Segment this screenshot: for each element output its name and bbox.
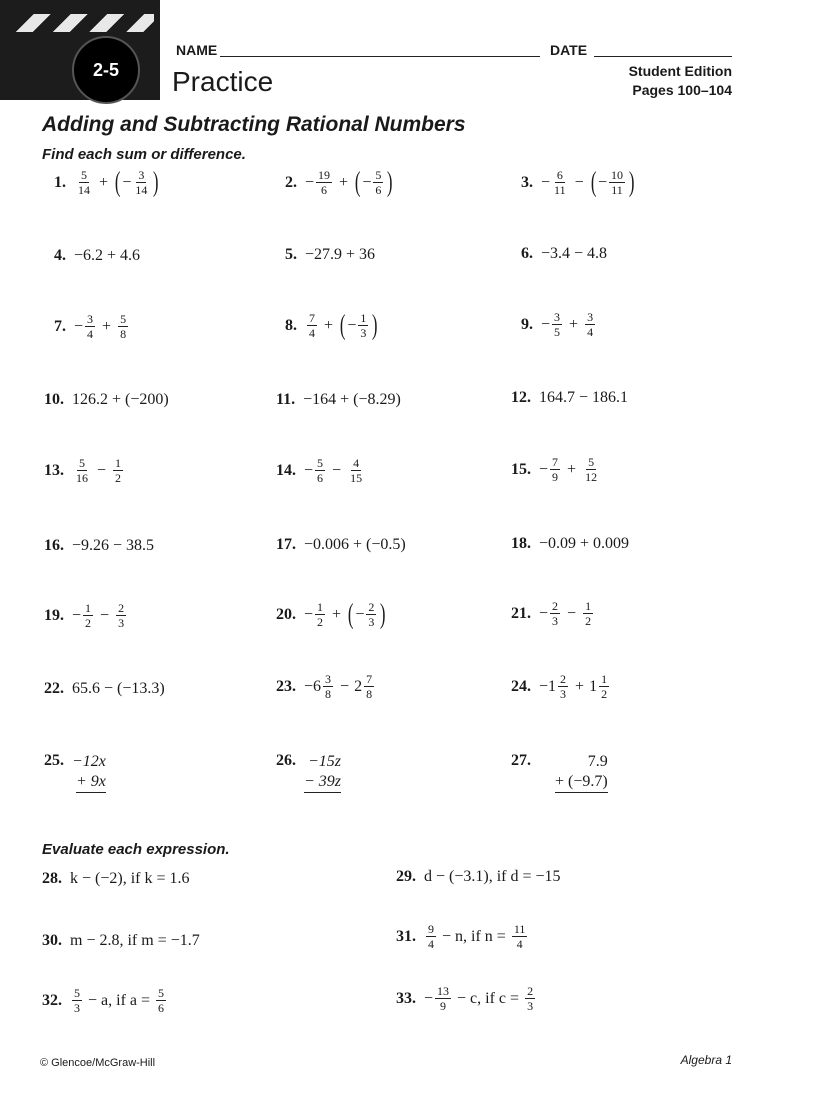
copyright: © Glencoe/McGraw-Hill — [40, 1057, 156, 1069]
lesson-badge: 2-5 — [72, 36, 140, 104]
page-title: Adding and Subtracting Rational Numbers — [42, 113, 466, 136]
problem-6: 6. −3.4 − 4.8 — [521, 245, 608, 262]
problem-27: 27. 7.9 + (−9.7) — [511, 752, 608, 793]
problem-15: 15. − $\frac{7}{9}$ + $\frac{5}{12}$ — [511, 455, 598, 484]
header-stripe — [14, 14, 154, 32]
problem-22: 22. 65.6 − (−13.3) — [44, 680, 165, 697]
problem-32: 32. $\frac{5}{3}$ − a, if a = $\frac{5}{6}$ — [42, 986, 165, 1015]
problem-13: 13. $\frac{5}{16}$ − $\frac{1}{2}$ — [44, 456, 122, 485]
problem-25: 25. −12x + 9x — [44, 752, 106, 793]
problem-7: 7. − $\frac{3}{4}$ + $\frac{5}{8}$ — [54, 312, 127, 341]
problem-8: 8. $\frac{7}{4}$ + ( − $\frac{1}{3}$ ) — [285, 309, 378, 341]
problem-26: 26. −15z − 39z — [276, 752, 341, 793]
edition-label: Student Edition — [628, 63, 732, 79]
problem-12: 12. 164.7 − 186.1 — [511, 389, 629, 406]
problem-20: 20. − $\frac{1}{2}$ + ( − $\frac{2}{3}$ ) — [276, 598, 386, 630]
name-label: NAME — [176, 42, 218, 58]
date-line — [594, 56, 732, 57]
problem-18: 18. −0.09 + 0.009 — [511, 535, 630, 552]
problem-9: 9. − $\frac{3}{5}$ + $\frac{3}{4}$ — [521, 310, 594, 339]
problem-28: 28. k − (−2), if k = 1.6 — [42, 870, 190, 887]
problem-19: 19. − $\frac{1}{2}$ − $\frac{2}{3}$ — [44, 601, 125, 630]
problem-33: 33. − $\frac{13}{9}$ − c, if c = $\frac{2}{3}$ — [396, 984, 534, 1013]
edition-info — [629, 62, 732, 100]
course-name: Algebra 1 — [680, 1053, 732, 1067]
problem-24: 24. − 1 $\frac{2}{3}$ + 1 $\frac{1}{2}$ — [511, 672, 608, 701]
instructions-sum: Find each sum or difference. — [42, 146, 246, 163]
worksheet-type: Practice — [172, 66, 274, 97]
problem-4: 4. −6.2 + 4.6 — [54, 247, 141, 264]
instructions-evaluate: Evaluate each expression. — [42, 841, 230, 858]
name-line — [220, 56, 540, 57]
problem-31: 31. $\frac{9}{4}$ − n, if n = $\frac{11}{4}$ — [396, 922, 526, 951]
problem-21: 21. − $\frac{2}{3}$ − $\frac{1}{2}$ — [511, 599, 592, 628]
problem-16: 16. −9.26 − 38.5 — [44, 537, 155, 554]
date-label: DATE — [550, 42, 588, 58]
problem-1: 1. $\frac{5}{14}$ + ( − $\frac{3}{14}$ ) — [54, 166, 159, 198]
problem-2: 2. − $\frac{19}{6}$ + ( − $\frac{5}{6}$ ) — [285, 166, 393, 198]
problem-10: 10. 126.2 + (−200) — [44, 391, 169, 408]
problem-3: 3. − $\frac{6}{11}$ − ( − $\frac{10}{11}$ ) — [521, 166, 635, 198]
problem-29: 29. d − (−3.1), if d = −15 — [396, 868, 561, 885]
pages-label: Pages 100–104 — [632, 82, 732, 98]
problem-5: 5. −27.9 + 36 — [285, 246, 376, 263]
problem-11: 11. −164 + (−8.29) — [276, 391, 401, 408]
problem-17: 17. −0.006 + (−0.5) — [276, 536, 406, 553]
problem-23: 23. − 6 $\frac{3}{8}$ − 2 $\frac{7}{8}$ — [276, 672, 373, 701]
problem-14: 14. − $\frac{5}{6}$ − $\frac{4}{15}$ — [276, 456, 363, 485]
problem-30: 30. m − 2.8, if m = −1.7 — [42, 932, 200, 949]
